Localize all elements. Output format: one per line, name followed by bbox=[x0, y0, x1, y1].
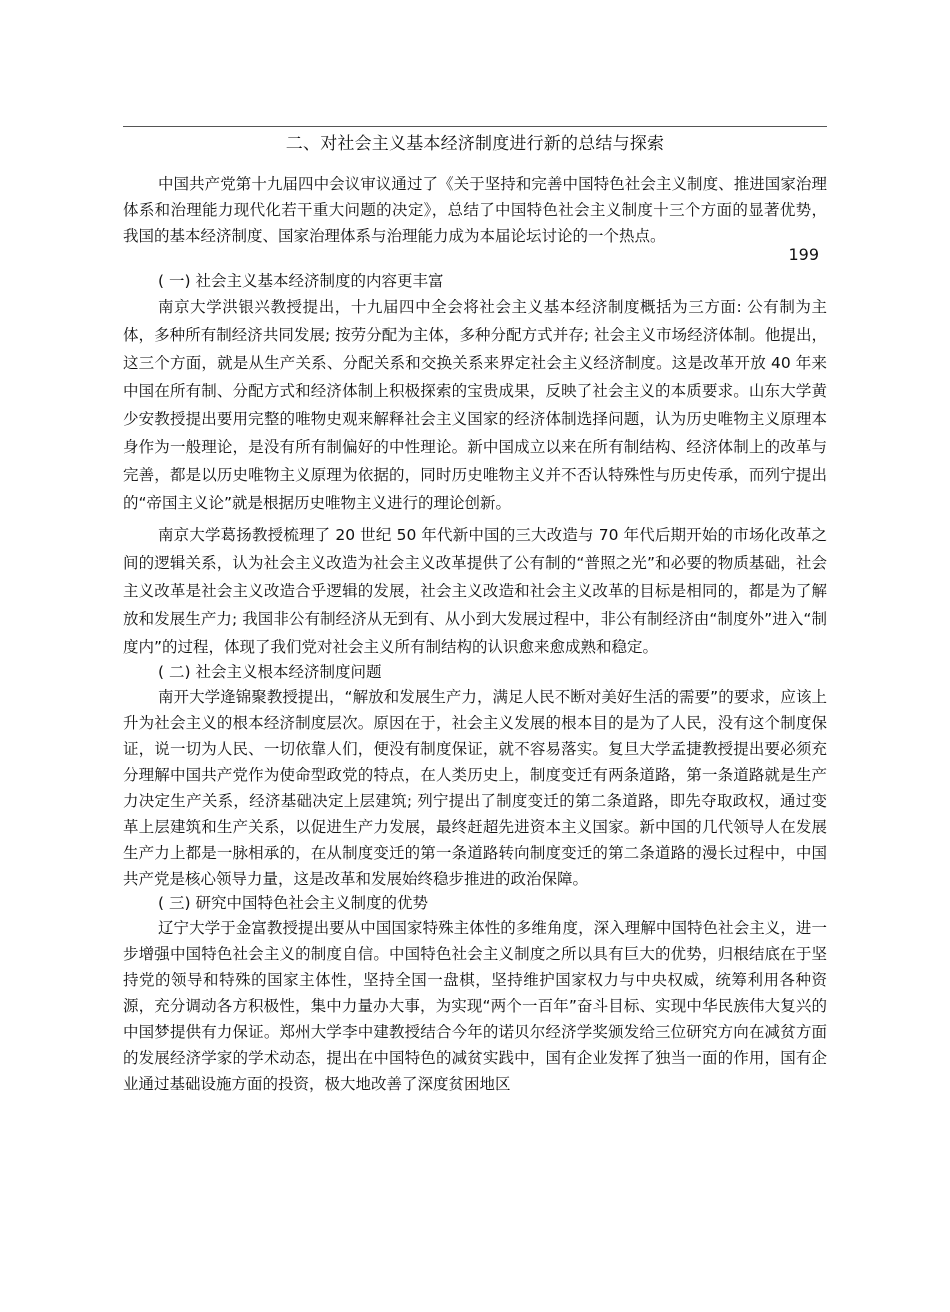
body-paragraph: 南京大学洪银兴教授提出，十九届四中全会将社会主义基本经济制度概括为三方面: 公有制为主体，多种所有制经济共同发展; 按劳分配为主体，多种分配方式并存; 社会主义市场经济体制。他提出，这三个方面，就是从生产关系、分配关系和交换关系来界定社会主义经济制度。这是改革开放 40 年来中国在所有制、分配方式和经济体制上积极探索的宝贵成果，反映了社会主义的本质要求。山东大学黄少安教授提出要用完整的唯物史观来解释社会主义国家的经济体制选择问题，认为历史唯物主义原理本身作为一般理论，是没有所有制偏好的中性理论。新中国成立以来在所有制结构、经济体制上的改革与完善，都是以历史唯物主义原理为依据的，同时历史唯物主义并不否认特殊性与历史传承，而列宁提出的“帝国主义论”就是根据历史唯物主义进行的理论创新。 bbox=[123, 298, 827, 512]
subsection-heading: ( 三) 研究中国特色社会主义制度的优势 bbox=[158, 894, 428, 912]
body-paragraph: 南京大学葛扬教授梳理了 20 世纪 50 年代新中国的三大改造与 70 年代后期开始的市场化改革之间的逻辑关系，认为社会主义改造为社会主义改革提供了公有制的“普照之光”和必要的物质基础，社会主义改革是社会主义改造合乎逻辑的发展，社会主义改造和社会主义改革的目标是相同的，都是为了解放和发展生产力; 我国非公有制经济从无到有、从小到大发展过程中，非公有制经济由“制度外”进入“制度内”的过程，体现了我们党对社会主义所有制结构的认识愈来愈成熟和稳定。 bbox=[123, 526, 827, 656]
subsection-heading: ( 二) 社会主义根本经济制度问题 bbox=[158, 663, 382, 681]
intro-paragraph: 中国共产党第十九届四中会议审议通过了《关于坚持和完善中国特色社会主义制度、推进国家治理体系和治理能力现代化若干重大问题的决定》，总结了中国特色社会主义制度十三个方面的显著优势，我国的基本经济制度、国家治理体系与治理能力成为本届论坛讨论的一个热点。 bbox=[123, 175, 827, 245]
body-paragraph: 辽宁大学于金富教授提出要从中国国家特殊主体性的多维角度，深入理解中国特色社会主义，进一步增强中国特色社会主义的制度自信。中国特色社会主义制度之所以具有巨大的优势，归根结底在于坚持党的领导和特殊的国家主体性，坚持全国一盘棋，坚持维护国家权力与中央权威，统筹利用各种资源，充分调动各方积极性，集中力量办大事，为实现“两个一百年”奋斗目标、实现中华民族伟大复兴的中国梦提供有力保证。郑州大学李中建教授结合今年的诺贝尔经济学奖颁发给三位研究方向在减贫方面的发展经济学家的学术动态，提出在中国特色的减贫实践中，国有企业发挥了独当一面的作用，国有企业通过基础设施方面的投资，极大地改善了深度贫困地区 bbox=[123, 919, 827, 1093]
body-paragraph: 南开大学逄锦聚教授提出，“解放和发展生产力，满足人民不断对美好生活的需要”的要求，应该上升为社会主义的根本经济制度层次。原因在于，社会主义发展的根本目的是为了人民，没有这个制度保证，说一切为人民、一切依靠人们，便没有制度保证，就不容易落实。复旦大学孟捷教授提出要必须充分理解中国共产党作为使命型政党的特点，在人类历史上，制度变迁有两条道路，第一条道路就是生产力决定生产关系，经济基础决定上层建筑; 列宁提出了制度变迁的第二条道路，即先夺取政权，通过变革上层建筑和生产关系，以促进生产力发展，最终赶超先进资本主义国家。新中国的几代领导人在发展生产力上都是一脉相承的，在从制度变迁的第一条道路转向制度变迁的第二条道路的漫长过程中，中国共产党是核心领导力量，这是改革和发展始终稳步推进的政治保障。 bbox=[123, 688, 827, 888]
page-number: 199 bbox=[788, 245, 819, 264]
subsection-heading: ( 一) 社会主义基本经济制度的内容更丰富 bbox=[158, 272, 444, 290]
body-text bbox=[123, 270, 827, 1097]
top-divider bbox=[123, 126, 827, 127]
section-title: 二、对社会主义基本经济制度进行新的总结与探索 bbox=[285, 134, 665, 154]
